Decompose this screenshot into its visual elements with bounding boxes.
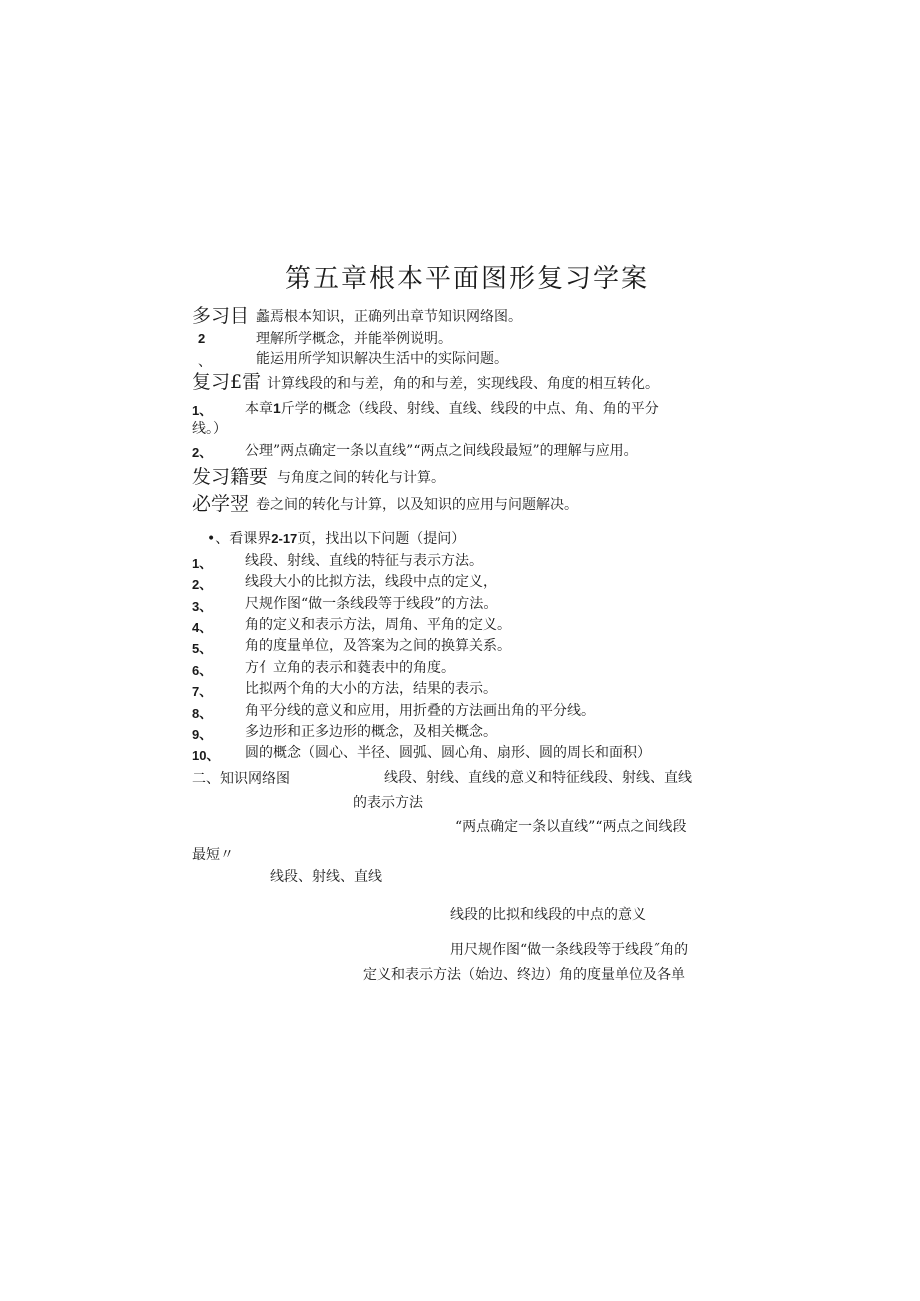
question-number: 6、 [192, 663, 213, 678]
question-text: 圆的概念（圆心、半径、圆弧、圆心角、扇形、圆的周长和面积） [245, 745, 651, 761]
goals-item-3-number: 、 [198, 354, 212, 370]
question-number: 10、 [192, 748, 220, 763]
goals-item-1: 蠡焉根本知识，正确列出章节知识网络图。 [256, 309, 522, 325]
page-title: 第五章根本平面图形复习学案 [285, 264, 650, 294]
goals-item-2-number: 2 [198, 331, 206, 346]
question-text: 角平分线的意义和应用，用折叠的方法画出角的平分线。 [245, 703, 595, 719]
question-text: 比拟两个角的大小的方法，结果的表示。 [245, 681, 497, 697]
focus-item-1-number: 1、 [192, 403, 213, 418]
section-1-prefix: •、看课界 [207, 531, 272, 547]
section-2-heading: 二、知识网络图 [192, 771, 290, 787]
focus-intro: 计算线段的和与差，角的和与差，实现线段、角度的相互转化。 [267, 376, 659, 392]
network-line-2: 的表示方法 [353, 795, 423, 811]
question-text: 尺规作图“做一条线段等于线段”的方法。 [245, 596, 498, 612]
focus-item-1-continued: 线。） [192, 421, 227, 437]
question-number: 8、 [192, 706, 213, 721]
question-number: 3、 [192, 599, 213, 614]
focus-item-1-b: 1 [273, 400, 281, 416]
goals-item-3: 能运用所学知识解决生活中的实际问题。 [256, 351, 508, 367]
focus-item-2: 公理”两点确定一条以直线”“两点之间线段最短”的理解与应用。 [245, 443, 638, 459]
network-line-5: 线段、射线、直线 [270, 869, 382, 885]
question-text: 方亻立角的表示和蕤表中的角度。 [245, 660, 455, 676]
question-text: 角的度量单位，及答案为之间的换算关系。 [245, 638, 511, 654]
focus-item-1-a: 本章 [245, 401, 273, 417]
question-text: 多边形和正多边形的概念，及相关概念。 [245, 724, 497, 740]
question-number: 1、 [192, 556, 213, 571]
network-line-3: “两点确定一条以直线”“两点之间线段 [455, 819, 687, 835]
study-heading: 必学翌 [192, 493, 250, 515]
section-1-suffix: 页，找出以下问题（提问） [297, 531, 466, 547]
question-number: 2、 [192, 577, 213, 592]
focus-item-2-number: 2、 [192, 445, 213, 460]
network-line-6: 线段的比拟和线段的中点的意义 [450, 907, 646, 923]
study-text: 卷之间的转化与计算，以及知识的应用与问题解决。 [256, 497, 578, 513]
focus-item-1-c: 斤学的概念（线段、射线、直线、线段的中点、角、角的平分 [280, 401, 659, 417]
goals-heading: 多习目 [192, 305, 250, 327]
network-line-8: 定义和表示方法（始边、终边）角的度量单位及各单 [363, 967, 685, 983]
difficulty-heading: 发习籍要 [192, 466, 269, 488]
network-line-7: 用尺规作图“做一条线段等于线段˝角的 [450, 942, 689, 958]
goals-item-2: 理解所学概念，并能举例说明。 [256, 331, 452, 347]
question-number: 7、 [192, 684, 213, 699]
question-text: 线段、射线、直线的特征与表示方法。 [245, 553, 483, 569]
question-text: 角的定义和表示方法，周角、平角的定义。 [245, 617, 511, 633]
question-number: 9、 [192, 727, 213, 742]
question-number: 5、 [192, 641, 213, 656]
network-line-4: 最短〃 [192, 847, 234, 863]
focus-heading: 复习£雷 [192, 371, 262, 393]
network-line-1: 线段、射线、直线的意义和特征线段、射线、直线 [384, 770, 692, 786]
difficulty-text: 与角度之间的转化与计算。 [277, 470, 445, 486]
section-1-pages: 2-17 [271, 531, 298, 546]
question-number: 4、 [192, 620, 213, 635]
section-1-heading [207, 528, 465, 548]
question-text: 线段大小的比拟方法，线段中点的定义， [245, 574, 497, 590]
focus-item-1 [245, 398, 659, 418]
